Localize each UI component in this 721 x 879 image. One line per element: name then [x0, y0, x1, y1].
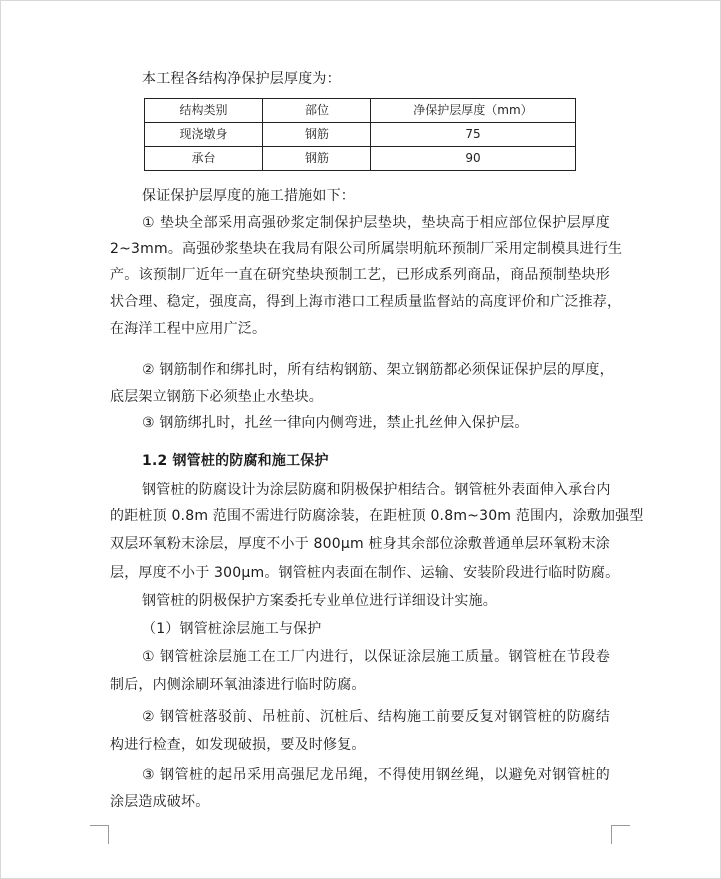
paragraph-line: ③ 钢管桩的起吊采用高强尼龙吊绳，不得使用钢丝绳，以避免对钢管桩的 — [142, 767, 610, 783]
page-corner-mark — [611, 825, 630, 844]
paragraph-line: ③ 钢筋绑扎时，扎丝一律向内侧弯进，禁止扎丝伸入保护层。 — [142, 415, 529, 431]
paragraph-line: ① 垫块全部采用高强砂浆定制保护层垫块，垫块高于相应部位保护层厚度 — [142, 215, 610, 231]
paragraph-line: 涂层造成破坏。 — [110, 794, 210, 810]
table-cell: 承台 — [145, 147, 263, 171]
page-corner-mark — [90, 825, 109, 844]
subsection-heading: （1）钢管桩涂层施工与保护 — [142, 621, 322, 637]
section-heading: 1.2 钢管桩的防腐和施工保护 — [142, 453, 329, 469]
paragraph-line: 层，厚度不小于 300μm。钢管桩内表面在制作、运输、安装阶段进行临时防腐。 — [110, 565, 620, 581]
table-row — [145, 123, 576, 147]
paragraph-line: 产。该预制厂近年一直在研究垫块预制工艺，已形成系列商品，商品预制垫块形 — [110, 267, 610, 283]
paragraph-line: ② 钢管桩落驳前、吊桩前、沉桩后、结构施工前要反复对钢管桩的防腐结 — [142, 709, 610, 725]
intro-text: 本工程各结构净保护层厚度为： — [142, 71, 341, 87]
paragraph-line: 双层环氧粉末涂层，厚度不小于 800μm 桩身其余部位涂敷普通单层环氧粉末涂 — [110, 536, 610, 552]
paragraph-line: 2~3mm。高强砂浆垫块在我局有限公司所属崇明航环预制厂采用定制模具进行生 — [110, 241, 623, 257]
table-header-row — [145, 99, 576, 123]
table-header-cell: 结构类别 — [145, 99, 263, 123]
paragraph-line: 的距桩顶 0.8m 范围不需进行防腐涂装，在距桩顶 0.8m~30m 范围内，涂敷加强型 — [110, 508, 644, 524]
paragraph-line: ② 钢筋制作和绑扎时，所有结构钢筋、架立钢筋都必须保证保护层的厚度， — [142, 362, 614, 378]
table-row — [145, 147, 576, 171]
table-cell: 75 — [371, 123, 576, 147]
table-cell: 钢筋 — [263, 123, 371, 147]
paragraph-line: 钢管桩的防腐设计为涂层防腐和阴极保护相结合。钢管桩外表面伸入承台内 — [142, 482, 611, 498]
cover-thickness-table — [144, 98, 576, 171]
table-header-cell: 部位 — [263, 99, 371, 123]
paragraph-line: 底层架立钢筋下必须垫止水垫块。 — [110, 389, 323, 405]
paragraph-line: 在海洋工程中应用广泛。 — [110, 321, 267, 337]
paragraph-line: 构进行检查，如发现破损，要及时修复。 — [110, 737, 366, 753]
table-cell: 现浇墩身 — [145, 123, 263, 147]
table-header-cell: 净保护层厚度（mm） — [371, 99, 576, 123]
table-cell: 钢筋 — [263, 147, 371, 171]
paragraph-line: 状合理、稳定，强度高，得到上海市港口工程质量监督站的高度评价和广泛推荐， — [110, 294, 622, 310]
table-cell: 90 — [371, 147, 576, 171]
paragraph-line: 制后，内侧涂刷环氧油漆进行临时防腐。 — [110, 677, 366, 693]
paragraph-line: ① 钢管桩涂层施工在工厂内进行，以保证涂层施工质量。钢管桩在节段卷 — [142, 649, 610, 665]
paragraph-line: 钢管桩的阴极保护方案委托专业单位进行详细设计实施。 — [142, 593, 497, 609]
measures-intro: 保证保护层厚度的施工措施如下： — [142, 188, 355, 204]
